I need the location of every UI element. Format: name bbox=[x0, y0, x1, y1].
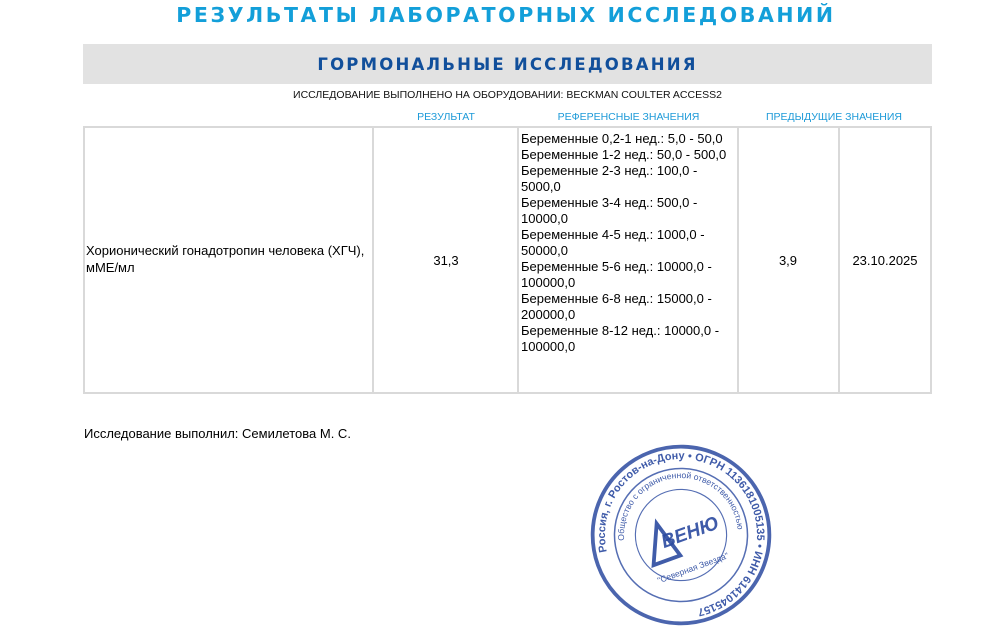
section-band bbox=[83, 44, 932, 84]
reference-ranges-list bbox=[521, 131, 736, 355]
stamp-bottom-text: "Северная Звезда" bbox=[655, 550, 730, 586]
reference-range-item: Беременные 0,2-1 нед.: 5,0 - 50,0 bbox=[521, 131, 723, 146]
column-header-result: РЕЗУЛЬТАТ bbox=[417, 111, 475, 123]
company-stamp bbox=[586, 440, 776, 630]
performer-line: Исследование выполнил: Семилетова М. С. bbox=[84, 426, 351, 441]
reference-range-item: Беременные 6-8 нед.: 15000,0 - 200000,0 bbox=[521, 291, 712, 322]
reference-range-item: Беременные 4-5 нед.: 1000,0 - 50000,0 bbox=[521, 227, 705, 258]
section-title: ГОРМОНАЛЬНЫЕ ИССЛЕДОВАНИЯ bbox=[317, 55, 698, 74]
column-header-reference: РЕФЕРЕНСНЫЕ ЗНАЧЕНИЯ bbox=[557, 111, 700, 123]
reference-range-item: Беременные 2-3 нед.: 100,0 - 5000,0 bbox=[521, 163, 698, 194]
stamp-outer-text: Россия, г. Ростов-на-Дону • ОГРН 1136181005135 • ИНН 6141045157 bbox=[595, 449, 767, 619]
reference-range-item: Беременные 3-4 нед.: 500,0 - 10000,0 bbox=[521, 195, 698, 226]
reference-range-item: Беременные 5-6 нед.: 10000,0 - 100000,0 bbox=[521, 259, 712, 290]
analyte-name: Хорионический гонадотропин человека (ХГЧ), мМЕ/мл bbox=[86, 243, 365, 275]
previous-value: 3,9 bbox=[778, 253, 798, 268]
previous-date: 23.10.2025 bbox=[852, 253, 918, 268]
stamp-logo-text: ВЕНЮ bbox=[658, 512, 723, 553]
stamp-ink bbox=[586, 440, 776, 630]
reference-range-item: Беременные 1-2 нед.: 50,0 - 500,0 bbox=[521, 147, 727, 162]
column-header-previous: ПРЕДЫДУЩИЕ ЗНАЧЕНИЯ bbox=[766, 111, 902, 123]
stamp-inner-text: Общество с ограниченной ответственностью bbox=[615, 469, 746, 541]
result-value: 31,3 bbox=[433, 253, 459, 268]
equipment-note: ИССЛЕДОВАНИЕ ВЫПОЛНЕНО НА ОБОРУДОВАНИИ: BECKMAN COULTER ACCESS2 bbox=[293, 89, 722, 101]
page-title: РЕЗУЛЬТАТЫ ЛАБОРАТОРНЫХ ИССЛЕДОВАНИЙ bbox=[176, 3, 836, 27]
reference-range-item: Беременные 8-12 нед.: 10000,0 - 100000,0 bbox=[521, 323, 720, 354]
